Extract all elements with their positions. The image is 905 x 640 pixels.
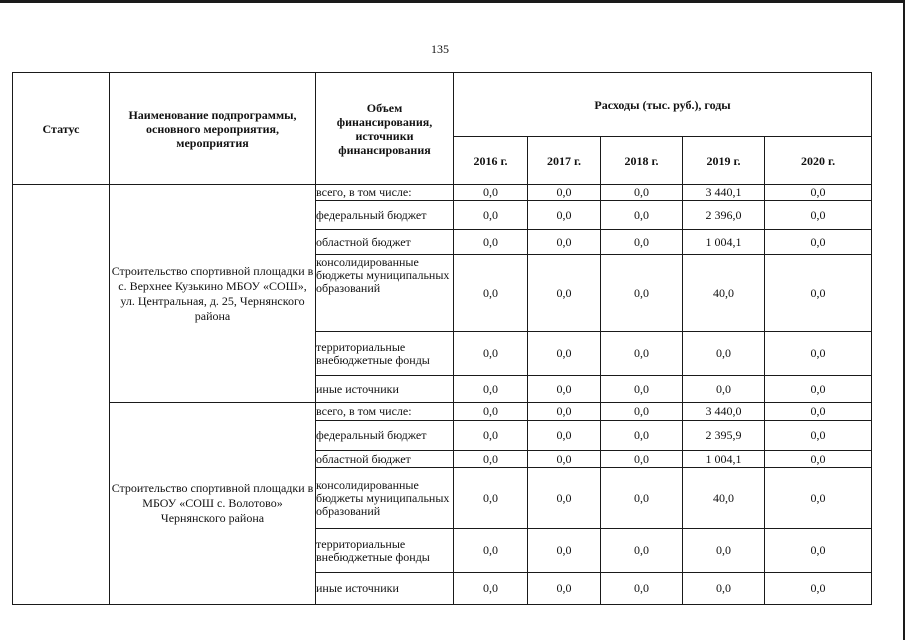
value-2019: 0,0 — [683, 332, 765, 376]
value-2018: 0,0 — [601, 451, 683, 468]
value-2016: 0,0 — [454, 332, 528, 376]
value-2018: 0,0 — [601, 230, 683, 255]
header-year-2017: 2017 г. — [528, 137, 601, 185]
funding-source: областной бюджет — [316, 230, 454, 255]
value-2019: 3 440,0 — [683, 403, 765, 421]
value-2020: 0,0 — [765, 185, 872, 201]
header-name: Наименование подпрограммы, основного мероприятия, мероприятия — [110, 73, 316, 185]
measure-name: Строительство спортивной площадки в с. Верхнее Кузькино МБОУ «СОШ», ул. Центральная, д. 25, Чернянского района — [110, 185, 316, 403]
value-2019: 2 396,0 — [683, 201, 765, 230]
header-status: Статус — [13, 73, 110, 185]
value-2020: 0,0 — [765, 230, 872, 255]
value-2018: 0,0 — [601, 403, 683, 421]
value-2020: 0,0 — [765, 468, 872, 529]
value-2017: 0,0 — [528, 255, 601, 332]
header-year-2018: 2018 г. — [601, 137, 683, 185]
value-2017: 0,0 — [528, 332, 601, 376]
table-row — [13, 185, 872, 201]
value-2019: 1 004,1 — [683, 451, 765, 468]
value-2017: 0,0 — [528, 421, 601, 451]
value-2016: 0,0 — [454, 230, 528, 255]
header-funding: Объем финансирования, источники финансирования — [316, 73, 454, 185]
value-2017: 0,0 — [528, 468, 601, 529]
page-number: 135 — [431, 42, 449, 56]
value-2020: 0,0 — [765, 332, 872, 376]
funding-source: всего, в том числе: — [316, 185, 454, 201]
value-2020: 0,0 — [765, 403, 872, 421]
value-2018: 0,0 — [601, 201, 683, 230]
value-2016: 0,0 — [454, 201, 528, 230]
value-2019: 3 440,1 — [683, 185, 765, 201]
value-2018: 0,0 — [601, 529, 683, 573]
header-expenses: Расходы (тыс. руб.), годы — [454, 73, 872, 137]
funding-source: территориальные внебюджетные фонды — [316, 332, 454, 376]
value-2017: 0,0 — [528, 573, 601, 605]
value-2016: 0,0 — [454, 529, 528, 573]
value-2019: 1 004,1 — [683, 230, 765, 255]
value-2016: 0,0 — [454, 403, 528, 421]
funding-source: консолидированные бюджеты муниципальных образований — [316, 255, 454, 332]
value-2020: 0,0 — [765, 529, 872, 573]
value-2016: 0,0 — [454, 573, 528, 605]
value-2020: 0,0 — [765, 376, 872, 403]
value-2016: 0,0 — [454, 185, 528, 201]
header-year-2020: 2020 г. — [765, 137, 872, 185]
funding-source: консолидированные бюджеты муниципальных образований — [316, 468, 454, 529]
status-cell — [13, 185, 110, 605]
value-2019: 2 395,9 — [683, 421, 765, 451]
header-year-2019: 2019 г. — [683, 137, 765, 185]
measure-name: Строительство спортивной площадки в МБОУ «СОШ с. Волотово» Чернянского района — [110, 403, 316, 605]
value-2018: 0,0 — [601, 255, 683, 332]
funding-source: территориальные внебюджетные фонды — [316, 529, 454, 573]
financing-table — [12, 72, 872, 605]
value-2020: 0,0 — [765, 421, 872, 451]
funding-source: федеральный бюджет — [316, 201, 454, 230]
value-2018: 0,0 — [601, 468, 683, 529]
value-2016: 0,0 — [454, 376, 528, 403]
value-2017: 0,0 — [528, 230, 601, 255]
value-2020: 0,0 — [765, 201, 872, 230]
funding-source: федеральный бюджет — [316, 421, 454, 451]
value-2017: 0,0 — [528, 201, 601, 230]
value-2017: 0,0 — [528, 451, 601, 468]
value-2018: 0,0 — [601, 421, 683, 451]
funding-source: иные источники — [316, 573, 454, 605]
value-2017: 0,0 — [528, 185, 601, 201]
value-2020: 0,0 — [765, 573, 872, 605]
value-2019: 0,0 — [683, 529, 765, 573]
value-2018: 0,0 — [601, 332, 683, 376]
value-2018: 0,0 — [601, 376, 683, 403]
value-2018: 0,0 — [601, 185, 683, 201]
value-2016: 0,0 — [454, 451, 528, 468]
value-2019: 40,0 — [683, 255, 765, 332]
value-2017: 0,0 — [528, 403, 601, 421]
funding-source: иные источники — [316, 376, 454, 403]
scan-top-edge — [0, 0, 905, 3]
value-2016: 0,0 — [454, 468, 528, 529]
value-2019: 0,0 — [683, 376, 765, 403]
funding-source: всего, в том числе: — [316, 403, 454, 421]
header-year-2016: 2016 г. — [454, 137, 528, 185]
table-row — [13, 403, 872, 421]
value-2017: 0,0 — [528, 529, 601, 573]
value-2020: 0,0 — [765, 451, 872, 468]
value-2016: 0,0 — [454, 421, 528, 451]
value-2016: 0,0 — [454, 255, 528, 332]
value-2019: 40,0 — [683, 468, 765, 529]
value-2018: 0,0 — [601, 573, 683, 605]
funding-source: областной бюджет — [316, 451, 454, 468]
value-2017: 0,0 — [528, 376, 601, 403]
value-2020: 0,0 — [765, 255, 872, 332]
value-2019: 0,0 — [683, 573, 765, 605]
